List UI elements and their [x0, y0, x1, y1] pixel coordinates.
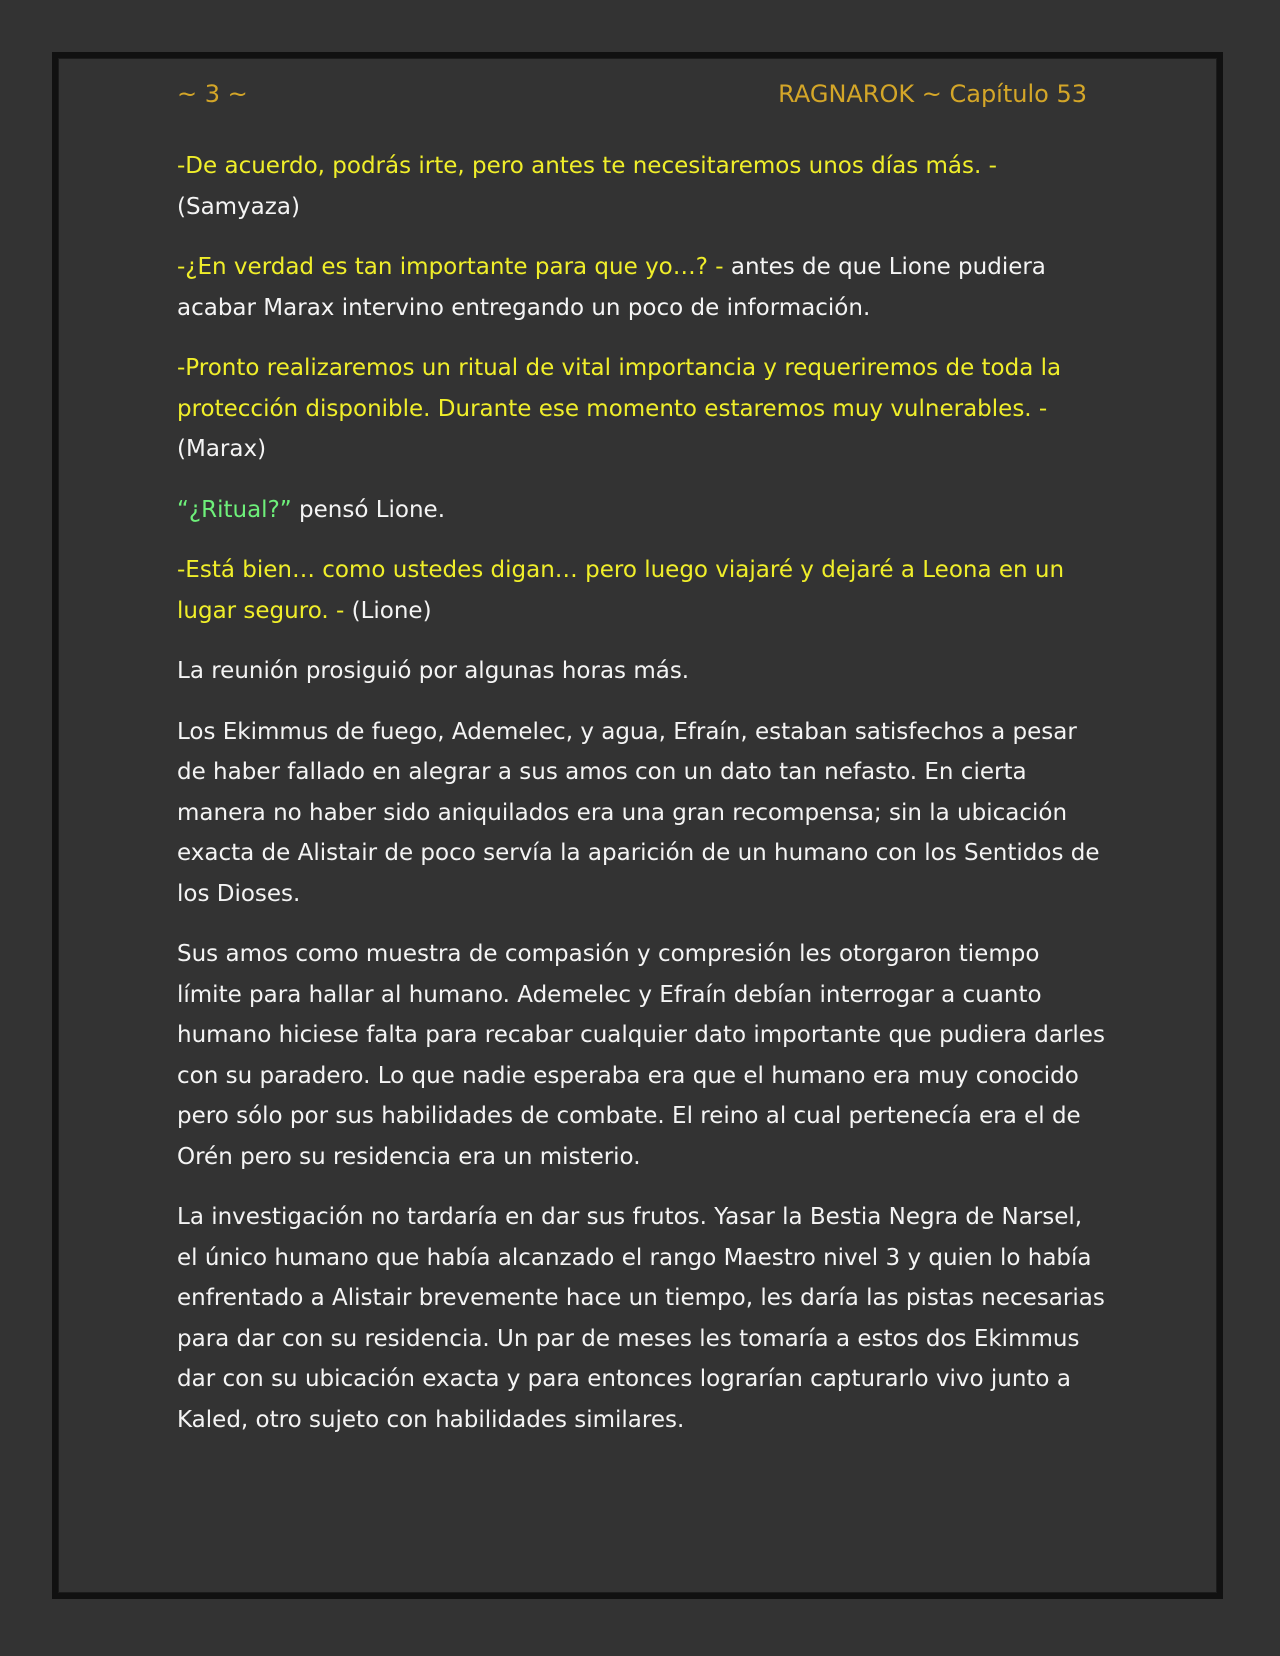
narration-text: pensó Lione.	[291, 496, 446, 523]
narration-paragraph: La reunión prosiguió por algunas horas más.	[177, 658, 690, 684]
dialogue-paragraph	[177, 550, 1107, 631]
narration-paragraph: Los Ekimmus de fuego, Ademelec, y agua, Efraín, estaban satisfechos a pesar de haber fallado en alegrar a sus amos con un dato tan nefasto. En cierta manera no haber sido aniquilados era una gran recompensa; sin la ubicación exacta de Alistair de poco servía la aparición de un humano con los Sentidos de los Dioses.	[177, 718, 1100, 907]
dialogue-text: -Pronto realizaremos un ritual de vital importancia y requeriremos de toda la protección disponible. Durante ese momento estaremos muy vulnerables. -	[177, 355, 1062, 422]
narration-paragraph: La investigación no tardaría en dar sus frutos. Yasar la Bestia Negra de Narsel, el único humano que había alcanzado el rango Maestro nivel 3 y quien lo había enfrentado a Alistair brevemente hace un tiempo, les daría las pistas necesarias para dar con su residencia. Un par de meses les tomaría a estos dos Ekimmus dar con su ubicación exacta y para entonces lograrían capturarlo vivo junto a Kaled, otro sujeto con habilidades similares.	[177, 1204, 1105, 1433]
page-body	[177, 146, 1107, 1460]
dialogue-text: -Está bien… como ustedes digan… pero luego viajaré y dejaré a Leona en un lugar seguro. -	[177, 557, 1065, 624]
dialogue-paragraph	[177, 348, 1107, 470]
narration-paragraph: Sus amos como muestra de compasión y compresión les otorgaron tiempo límite para hallar al humano. Ademelec y Efraín debían interrogar a cuanto humano hiciese falta para recabar cualquier dato importante que pudiera darles con su paradero. Lo que nadie esperaba era que el humano era muy conocido pero sólo por sus habilidades de combate. El reino al cual pertenecía era el de Orén pero su residencia era un misterio.	[177, 941, 1105, 1170]
page-number: ~ 3 ~	[177, 80, 248, 108]
page-header	[177, 76, 1087, 112]
speaker-tag: (Marax)	[177, 436, 267, 462]
narration-text: antes de que Lione pudiera acabar Marax intervino entregando un poco de información.	[177, 254, 1046, 321]
chapter-title: RAGNAROK ~ Capítulo 53	[778, 80, 1087, 108]
thought-text: “¿Ritual?”	[177, 496, 292, 523]
dialogue-text: -¿En verdad es tan importante para que yo…? -	[177, 254, 724, 280]
dialogue-paragraph	[177, 146, 1107, 227]
thought-paragraph	[177, 490, 1107, 531]
dialogue-paragraph	[177, 247, 1107, 328]
speaker-tag: (Lione)	[344, 597, 432, 624]
speaker-tag: (Samyaza)	[177, 193, 300, 220]
dialogue-text: -De acuerdo, podrás irte, pero antes te necesitaremos unos días más. -	[177, 153, 997, 179]
